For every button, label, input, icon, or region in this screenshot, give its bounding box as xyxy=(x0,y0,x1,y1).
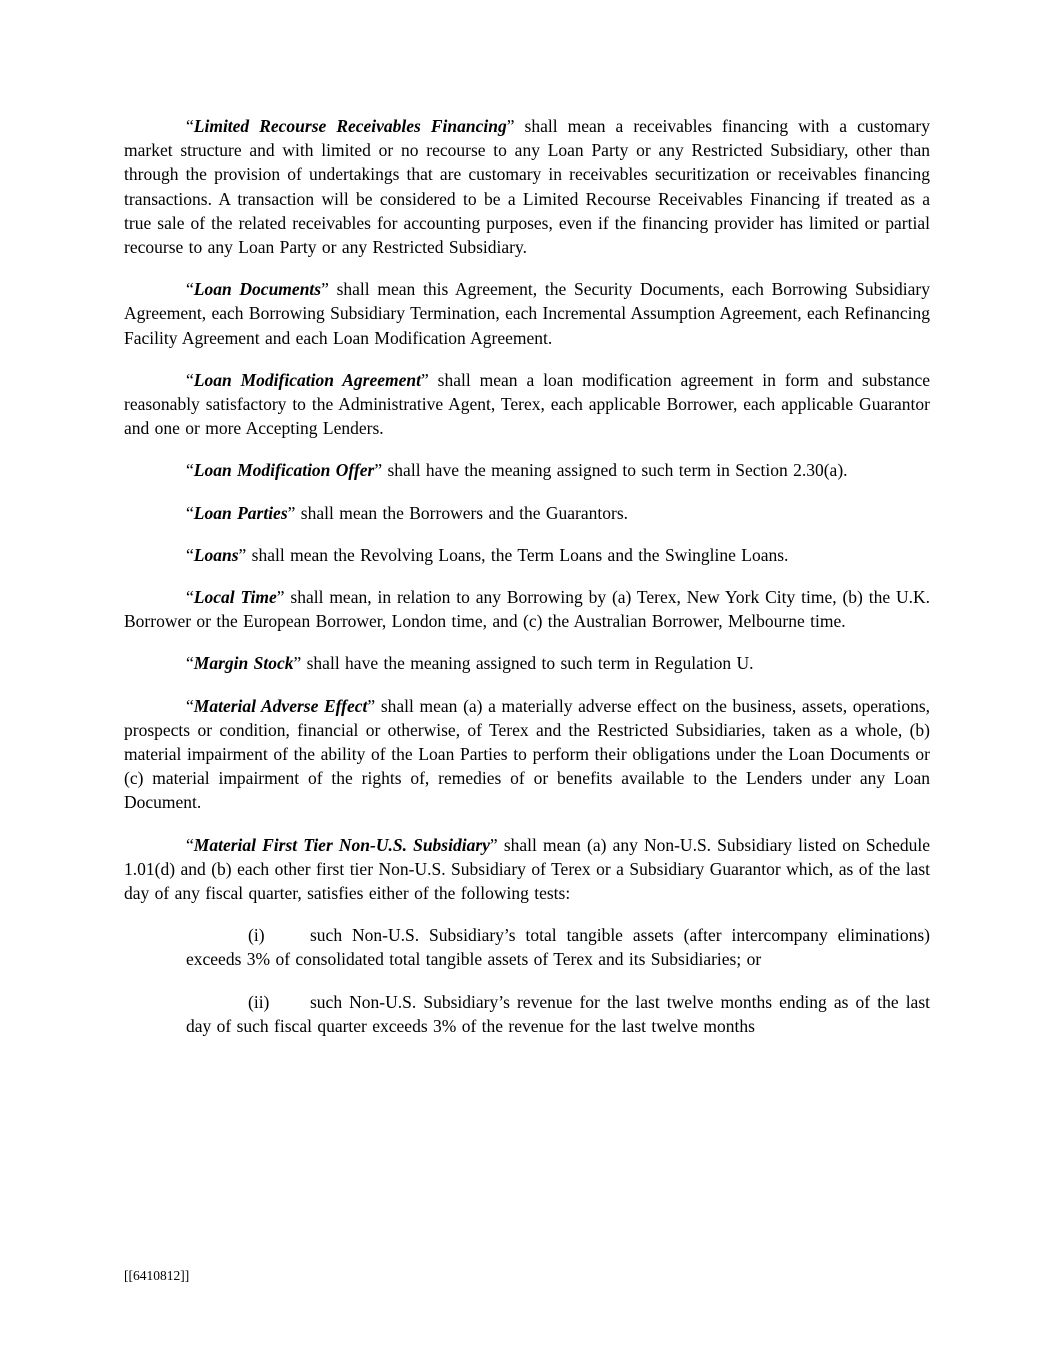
list-item-marker: (i) xyxy=(248,925,265,946)
defined-term: Loans xyxy=(193,544,239,565)
definition-paragraph: “Local Time” shall mean, in relation to any Borrowing by (a) Terex, New York City time, (b) the U.K. Borrower or the European Borrower, London time, and (c) the Australian Borrower, Melbourne time. xyxy=(124,587,931,632)
definition-paragraph: “Margin Stock” shall have the meaning assigned to such term in Regulation U. xyxy=(186,653,754,674)
defined-term: Loan Modification Agreement xyxy=(193,369,421,390)
defined-term: Material First Tier Non-U.S. Subsidiary xyxy=(193,834,490,855)
defined-term: Limited Recourse Receivables Financing xyxy=(193,116,507,136)
definition-paragraph: “Material First Tier Non-U.S. Subsidiary” shall mean (a) any Non-U.S. Subsidiary listed on Schedule 1.01(d) and (b) each other first tier Non-U.S. Subsidiary of Terex or a Subsidiary Guarantor which, as of the last day of any fiscal quarter, satisfies either of the following tests: xyxy=(124,834,930,904)
defined-term: Local Time xyxy=(193,587,277,608)
sub-item-paragraph: (ii) such Non-U.S. Subsidiary’s revenue for the last twelve months ending as of the last day of such fiscal quarter exceeds 3% of the revenue for the last twelve months xyxy=(186,991,930,1036)
defined-term: Loan Documents xyxy=(193,279,322,300)
page-footer: [[6410812]] xyxy=(124,1268,190,1283)
definition-paragraph: “Loan Modification Agreement” shall mean a loan modification agreement in form and substance reasonably satisfactory to the Administrative Agent, Terex, each applicable Borrower, each applicable Guarantor and one or more Accepting Lenders. xyxy=(124,369,930,439)
definition-paragraph: “Loans” shall mean the Revolving Loans, the Term Loans and the Swingline Loans. xyxy=(186,544,789,565)
defined-term: Margin Stock xyxy=(193,653,294,674)
defined-term: Material Adverse Effect xyxy=(193,695,368,716)
list-item-marker: (ii) xyxy=(248,991,270,1012)
definition-paragraph: “Loan Documents” shall mean this Agreement, the Security Documents, each Borrowing Subsidiary Agreement, each Borrowing Subsidiary Termination, each Incremental Assumption Agreement, each Refinancing Facility Agreement and each Loan Modification Agreement. xyxy=(124,279,930,348)
sub-item-paragraph: (i) such Non-U.S. Subsidiary’s total tangible assets (after intercompany eliminations) exceeds 3% of consolidated total tangible assets of Terex and its Subsidiaries; or xyxy=(186,925,930,970)
definition-paragraph: “Limited Recourse Receivables Financing” shall mean a receivables financing with a customary market structure and with limited or no recourse to any Loan Party or any Restricted Subsidiary, other than through the provision of undertakings that are customary in receivables securitization or receivables financing transactions. A transaction will be considered to be a Limited Recourse Receivables Financing if treated as a true sale of the related receivables for accounting purposes, even if the financing provider has limited or partial recourse to any Loan Party or any Restricted Subsidiary. xyxy=(124,116,930,258)
definition-paragraph: “Loan Parties” shall mean the Borrowers and the Guarantors. xyxy=(186,502,629,523)
definition-paragraph: “Material Adverse Effect” shall mean (a) a materially adverse effect on the business, assets, operations, prospects or condition, financial or otherwise, of Terex and the Restricted Subsidiaries, taken as a whole, (b) material impairment of the ability of the Loan Parties to perform their obligations under the Loan Documents or (c) material impairment of the rights of, remedies of or benefits available to the Lenders under any Loan Document. xyxy=(124,695,931,813)
document-body xyxy=(124,114,930,1056)
defined-term: Loan Parties xyxy=(193,502,288,523)
definition-paragraph: “Loan Modification Offer” shall have the meaning assigned to such term in Section 2.30(a). xyxy=(186,460,848,481)
defined-term: Loan Modification Offer xyxy=(193,460,375,481)
